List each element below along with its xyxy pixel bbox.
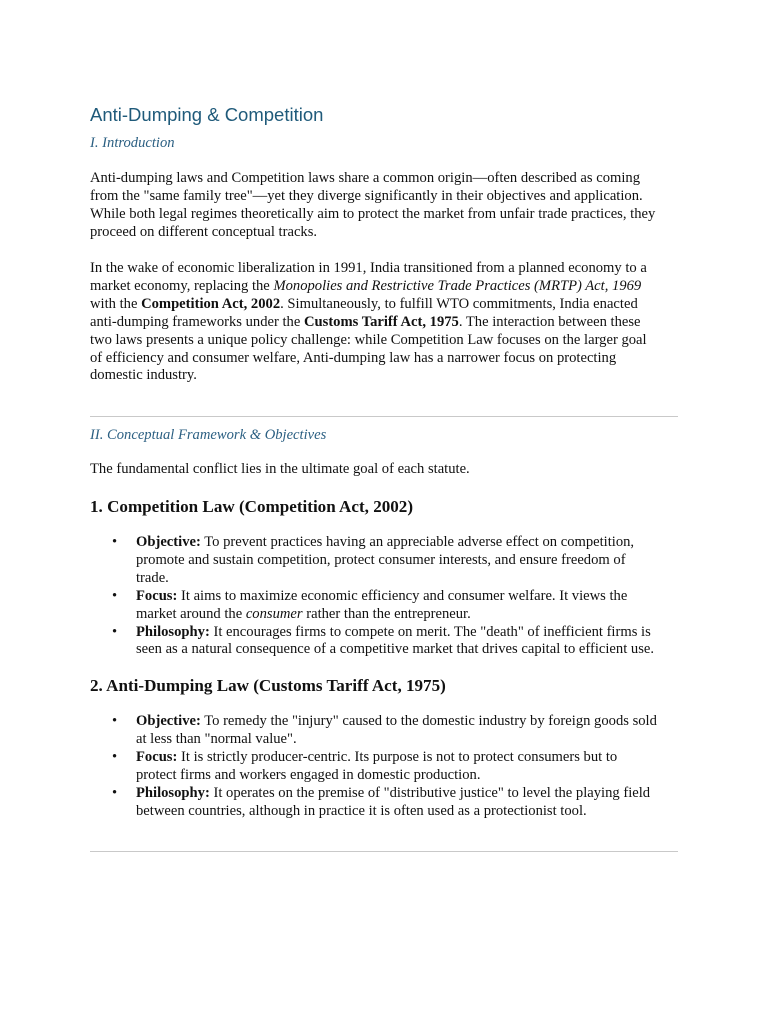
bullet-icon: • [112,713,118,729]
competition-act-ref: Competition Act, 2002 [141,295,281,312]
anti-dumping-law-list [90,713,678,820]
bullet-icon: • [112,534,118,550]
list-item: • Philosophy: It encourages firms to compete on merit. The "death" of inefficient firms is seen as a natural consequence of a competitive market that drives capital to efficient use. [112,623,654,658]
mrtp-act-title: Monopolies and Restrictive Trade Practices (MRTP) Act, 1969 [273,277,642,294]
item-label: Philosophy: [136,784,210,801]
bullet-icon: • [112,623,118,640]
emphasis-consumer: consumer [245,605,303,622]
text-line: from the "same family tree"—yet they diverge significantly in their objectives and application. [90,187,643,204]
framework-lead-paragraph [90,461,678,479]
text-line: In the wake of economic liberalization in 1991, India transitioned from a planned economy to a [90,260,647,276]
list-item: • Objective: To remedy the "injury" caused to the domestic industry by foreign goods sold at less than "normal value". [112,713,657,747]
competition-law-heading: 1. Competition Law (Competition Act, 2002) [90,497,414,516]
anti-dumping-law-heading: 2. Anti-Dumping Law (Customs Tariff Act, 1975) [90,676,446,695]
text-line: While both legal regimes theoretically aim to protect the market from unfair trade practices, they [90,205,656,222]
list-item: • Focus: It aims to maximize economic efficiency and consumer welfare. It views the market around the consumer rather than the entrepreneur. [112,587,628,622]
text-line: anti-dumping frameworks under the Customs Tariff Act, 1975. The interaction between these [90,313,641,330]
intro-paragraph-1 [90,170,678,242]
section-heading-framework: II. Conceptual Framework & Objectives [90,427,327,443]
text-line: of efficiency and consumer welfare, Anti-dumping law has a narrower focus on protecting [90,349,617,366]
list-item: • Philosophy: It operates on the premise of "distributive justice" to level the playing field between countries, although in practice it is often used as a protectionist tool. [112,784,651,819]
text-line: proceed on different conceptual tracks. [90,223,318,240]
item-label: Focus: [136,748,178,765]
section-divider [90,416,678,417]
bullet-icon: • [112,748,118,765]
customs-tariff-act-ref: Customs Tariff Act, 1975 [303,313,459,330]
text-line: domestic industry. [90,367,197,384]
competition-law-list [90,534,678,659]
intro-paragraph-2 [90,260,678,385]
section-divider [90,851,678,852]
list-item: • Focus: It is strictly producer-centric. Its purpose is not to protect consumers but to protect firms and workers engaged in domestic production. [112,748,618,783]
text-line: Anti-dumping laws and Competition laws share a common origin—often described as coming [90,170,640,186]
text-line: The fundamental conflict lies in the ultimate goal of each statute. [90,461,470,477]
text-line: two laws presents a unique policy challenge: while Competition Law focuses on the larger goal [90,331,647,348]
list-item: • Objective: To prevent practices having an appreciable adverse effect on competition, promote and sustain competition, protect consumer interests, and ensure freedom of trade. [112,534,635,586]
item-label: Focus: [136,587,178,604]
text-line: with the Competition Act, 2002. Simultaneously, to fulfill WTO commitments, India enacted [90,295,638,312]
bullet-icon: • [112,784,118,801]
item-label: Objective: [136,713,201,729]
text-line: market economy, replacing the Monopolies and Restrictive Trade Practices (MRTP) Act, 1969 [90,277,642,294]
item-label: Objective: [136,534,201,550]
section-heading-introduction: I. Introduction [90,135,175,151]
bullet-icon: • [112,587,118,604]
document-title: Anti-Dumping & Competition [90,104,324,125]
item-label: Philosophy: [136,623,210,640]
